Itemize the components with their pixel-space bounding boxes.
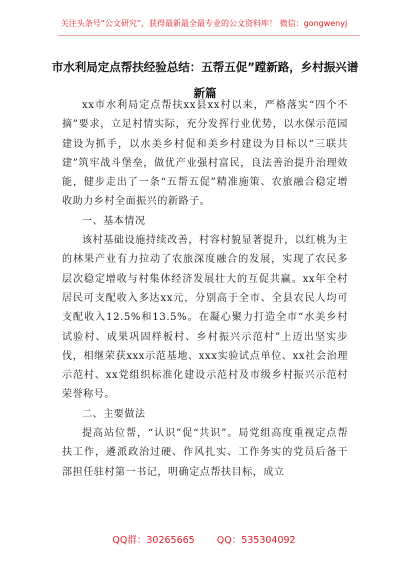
header-divider [58,35,360,36]
footer-contact [0,534,408,548]
practices-paragraph: 提高站位帮，“认识”促“共识”。局党组高度重视定点帮扶工作，遴派政治过硬、作风扎实、工作务实的党员后备干部担任驻村第一书记，明确定点帮扶目标，成立 [62,428,348,478]
qq-group-number: 30265665 [146,535,195,546]
qq-label: QQ： [216,535,242,546]
qq-group-label: QQ群： [112,535,147,546]
document-title: 市水利局定点帮扶经验总结：五帮五促”蹚新路，乡村振兴谱新篇 [51,60,359,100]
intro-paragraph: xx市水利局定点帮扶xx县xx村以来，严格落实“四个不摘”要求，立足村情实际，充分发挥行业优势，以水保示范园建设为抓手，以水美乡村促和美乡村建设为目标以“三联共建”筑牢战斗堡垒，做优产业强村富民，良法善治提升治理效能，健步走出了一条“五帮五促”精准施策、农旅融合稳定增收助力乡村全面振兴的新路子。 [62,100,348,208]
section-heading-practices: 二、主要做法 [82,408,146,420]
section-heading-basic: 一、基本情况 [82,215,146,227]
document-body [62,96,348,482]
basic-info-paragraph: 该村基础设施持续改善，村容村貌显著提升，以红桃为主的林果产业有力拉动了农旅深度融合的发展，实现了农民多层次稳定增收与村集体经济发展壮大的互促共赢。xx年全村居民可支配收入多达xx元，分别高于全市、全县农民人均可支配收入12.5%和13.5%。在凝心聚力打造全市“水美乡村试验村、成果巩固样板村、乡村振兴示范村”上迈出坚实步伐，相继荣获xxx示范基地、xxx实验试点单位、xx社会治理示范村、xx党组织标准化建设示范村及市级乡村振兴示范村荣誉称号。 [62,235,348,401]
header-banner: 关注头条号“公文研究”，获得最新最全最专业的公文资料库！ 微信：gongwenyj [60,19,348,28]
qq-number: 535304092 [241,535,296,546]
